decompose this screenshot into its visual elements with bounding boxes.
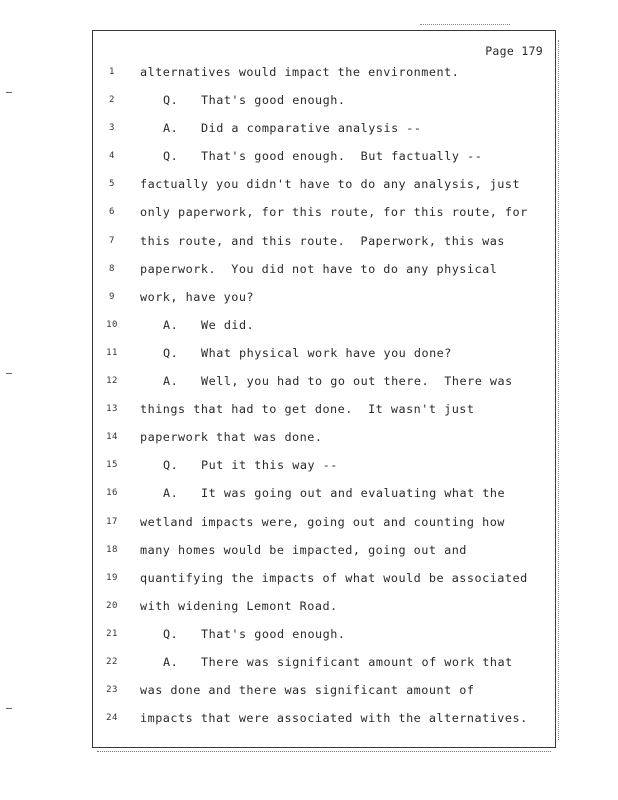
transcript-line bbox=[93, 711, 555, 739]
line-number: 12 bbox=[106, 376, 118, 387]
line-text: paperwork that was done. bbox=[140, 430, 323, 445]
line-number: 7 bbox=[109, 235, 115, 246]
line-text: A. Well, you had to go out there. There was bbox=[163, 374, 513, 389]
line-text: factually you didn't have to do any analysis, just bbox=[140, 177, 521, 192]
line-number: 14 bbox=[106, 432, 118, 443]
line-number: 18 bbox=[106, 544, 118, 555]
line-text: impacts that were associated with the alternatives. bbox=[140, 711, 528, 726]
line-text: this route, and this route. Paperwork, this was bbox=[140, 233, 505, 248]
page-number: Page 179 bbox=[485, 44, 543, 58]
transcript-line bbox=[93, 149, 555, 177]
transcript-line bbox=[93, 290, 555, 318]
transcript-line bbox=[93, 374, 555, 402]
line-number: 8 bbox=[109, 263, 115, 274]
line-number: 19 bbox=[106, 572, 118, 583]
transcript-line bbox=[93, 93, 555, 121]
line-text: Q. That's good enough. But factually -- bbox=[163, 149, 483, 164]
line-number: 23 bbox=[106, 685, 118, 696]
transcript-line bbox=[93, 121, 555, 149]
line-number: 17 bbox=[106, 516, 118, 527]
line-text: paperwork. You did not have to do any physical bbox=[140, 261, 498, 276]
line-text: with widening Lemont Road. bbox=[140, 598, 338, 613]
line-text: wetland impacts were, going out and counting how bbox=[140, 514, 505, 529]
transcript-line bbox=[93, 430, 555, 458]
transcript-line bbox=[93, 683, 555, 711]
margin-mark bbox=[6, 708, 12, 709]
line-number: 1 bbox=[109, 67, 115, 77]
transcript-line bbox=[93, 515, 555, 543]
line-text: things that had to get done. It wasn't just bbox=[140, 402, 475, 417]
line-number: 2 bbox=[109, 95, 115, 106]
line-text: Q. That's good enough. bbox=[163, 626, 346, 641]
scan-artifact-top bbox=[420, 24, 510, 25]
line-number: 15 bbox=[106, 460, 118, 471]
line-text: A. We did. bbox=[163, 317, 255, 332]
margin-mark bbox=[6, 92, 12, 93]
scan-artifact-right bbox=[558, 40, 559, 740]
line-text: Q. That's good enough. bbox=[163, 93, 346, 108]
line-number: 11 bbox=[106, 347, 118, 358]
line-text: Q. What physical work have you done? bbox=[163, 345, 452, 360]
line-number: 4 bbox=[109, 151, 115, 162]
transcript-line bbox=[93, 655, 555, 683]
transcript-line bbox=[93, 65, 555, 93]
line-text: many homes would be impacted, going out and bbox=[140, 542, 467, 557]
line-number: 22 bbox=[106, 656, 118, 667]
transcript-line bbox=[93, 234, 555, 262]
margin-mark bbox=[6, 373, 12, 374]
line-text: only paperwork, for this route, for this route, for bbox=[140, 205, 528, 220]
transcript-body bbox=[93, 65, 555, 739]
line-text: A. It was going out and evaluating what the bbox=[163, 486, 506, 501]
transcript-line bbox=[93, 458, 555, 486]
line-number: 5 bbox=[109, 179, 115, 190]
transcript-line bbox=[93, 262, 555, 290]
line-number: 3 bbox=[109, 123, 115, 134]
line-number: 21 bbox=[106, 628, 118, 639]
line-text: quantifying the impacts of what would be associated bbox=[140, 570, 528, 585]
transcript-line bbox=[93, 346, 555, 374]
line-text: Q. Put it this way -- bbox=[163, 458, 338, 473]
transcript-page bbox=[92, 30, 556, 748]
line-text: alternatives would impact the environment. bbox=[140, 65, 460, 79]
transcript-line bbox=[93, 571, 555, 599]
transcript-line bbox=[93, 177, 555, 205]
line-text: was done and there was significant amount of bbox=[140, 683, 475, 698]
transcript-line bbox=[93, 205, 555, 233]
line-text: work, have you? bbox=[140, 289, 255, 304]
line-text: A. Did a comparative analysis -- bbox=[163, 121, 422, 136]
line-number: 24 bbox=[106, 713, 118, 724]
line-number: 13 bbox=[106, 404, 118, 415]
transcript-line bbox=[93, 402, 555, 430]
line-number: 16 bbox=[106, 488, 118, 499]
transcript-line bbox=[93, 486, 555, 514]
transcript-line bbox=[93, 599, 555, 627]
line-number: 6 bbox=[109, 207, 115, 218]
line-number: 9 bbox=[109, 291, 115, 302]
line-number: 10 bbox=[106, 319, 118, 330]
line-number: 20 bbox=[106, 600, 118, 611]
line-text: A. There was significant amount of work that bbox=[163, 654, 513, 669]
transcript-line bbox=[93, 627, 555, 655]
transcript-line bbox=[93, 318, 555, 346]
transcript-line bbox=[93, 543, 555, 571]
